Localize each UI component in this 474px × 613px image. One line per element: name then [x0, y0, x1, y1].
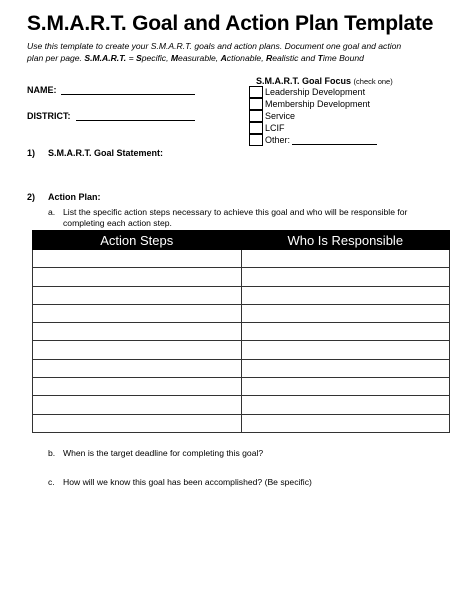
checkbox[interactable]: [249, 86, 263, 98]
checkbox[interactable]: [249, 122, 263, 134]
responsible-header: Who Is Responsible: [241, 231, 450, 250]
section-1-number: 1): [27, 148, 36, 158]
other-field[interactable]: [292, 136, 377, 145]
responsible-cell[interactable]: [241, 341, 450, 359]
table-row: [33, 341, 450, 359]
intro-line-2: plan per page. S.M.A.R.T. = Specific, Measurable, Actionable, Realistic and Time Bound: [27, 52, 364, 63]
question-a: a. List the specific action steps necessary to achieve this goal and who will be responsible for completing each action step.: [48, 207, 408, 228]
responsible-cell[interactable]: [241, 268, 450, 286]
section-2-number: 2): [27, 192, 36, 202]
responsible-cell[interactable]: [241, 286, 450, 304]
table-row: [33, 286, 450, 304]
table-row: [33, 359, 450, 377]
focus-option-lcif[interactable]: LCIF: [249, 122, 285, 134]
action-step-cell[interactable]: [33, 323, 242, 341]
action-step-cell[interactable]: [33, 359, 242, 377]
checkbox[interactable]: [249, 134, 263, 146]
action-step-cell[interactable]: [33, 250, 242, 268]
action-step-cell[interactable]: [33, 378, 242, 396]
responsible-cell[interactable]: [241, 396, 450, 414]
question-b: b. When is the target deadline for completing this goal?: [48, 448, 264, 458]
table-body: [33, 250, 450, 433]
table-header-row: [33, 231, 450, 250]
action-step-cell[interactable]: [33, 341, 242, 359]
action-steps-header: Action Steps: [33, 231, 242, 250]
action-step-cell[interactable]: [33, 286, 242, 304]
action-step-cell[interactable]: [33, 414, 242, 432]
focus-option-leadership[interactable]: Leadership Development: [249, 86, 365, 98]
checkbox[interactable]: [249, 98, 263, 110]
responsible-cell[interactable]: [241, 250, 450, 268]
smart-acronym: S.M.A.R.T.: [84, 52, 127, 63]
responsible-cell[interactable]: [241, 414, 450, 432]
goal-statement-label: S.M.A.R.T. Goal Statement:: [48, 148, 164, 158]
focus-option-service[interactable]: Service: [249, 110, 295, 122]
district-field[interactable]: [76, 120, 195, 121]
action-step-cell[interactable]: [33, 396, 242, 414]
responsible-cell[interactable]: [241, 359, 450, 377]
responsible-cell[interactable]: [241, 304, 450, 322]
checkbox[interactable]: [249, 110, 263, 122]
focus-option-other[interactable]: Other:: [249, 134, 377, 146]
responsible-cell[interactable]: [241, 378, 450, 396]
name-field[interactable]: [61, 94, 195, 95]
intro-text: [27, 41, 447, 64]
page-title: S.M.A.R.T. Goal and Action Plan Template: [27, 12, 434, 35]
table-row: [33, 378, 450, 396]
goal-focus-title: S.M.A.R.T. Goal Focus (check one): [256, 76, 393, 86]
responsible-cell[interactable]: [241, 323, 450, 341]
table-row: [33, 304, 450, 322]
focus-option-membership[interactable]: Membership Development: [249, 98, 370, 110]
action-step-cell[interactable]: [33, 304, 242, 322]
action-plan-label: Action Plan:: [48, 192, 101, 202]
table-row: [33, 323, 450, 341]
action-step-cell[interactable]: [33, 268, 242, 286]
question-c: c. How will we know this goal has been accomplished? (Be specific): [48, 477, 312, 487]
table-row: [33, 250, 450, 268]
table-row: [33, 414, 450, 432]
action-plan-table: [32, 230, 450, 433]
intro-line-1: Use this template to create your S.M.A.R.T. goals and action plans. Document one goal and action: [27, 41, 402, 51]
district-label: DISTRICT:: [27, 111, 71, 121]
table-row: [33, 268, 450, 286]
name-label: NAME:: [27, 85, 57, 95]
table-row: [33, 396, 450, 414]
